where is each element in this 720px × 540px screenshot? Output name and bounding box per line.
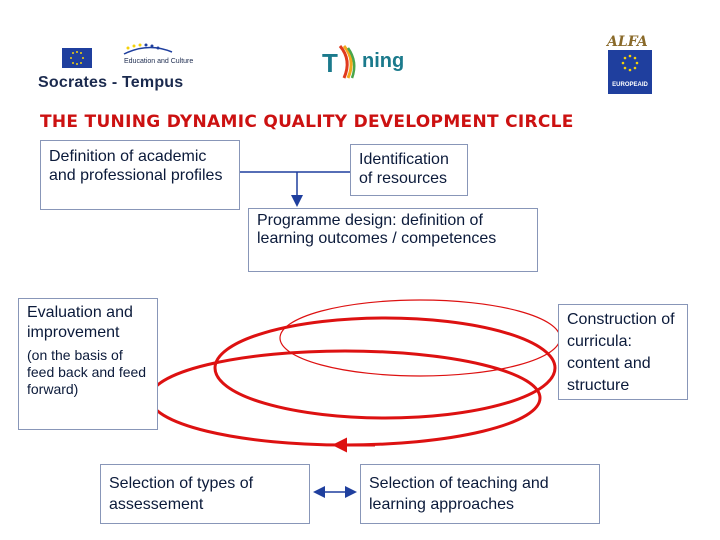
construction-curricula-text: Construction of curricula: content and structure (567, 311, 675, 394)
selection-assessment-box (100, 464, 310, 524)
evaluation-main-text: Evaluation and improvement (27, 304, 133, 341)
socrates-tempus-label: Socrates - Tempus (38, 74, 184, 91)
programme-design-text: Programme design: definition of learning outcomes / competences (257, 212, 497, 247)
evaluation-sub-text: (on the basis of feed back and feed forward) (27, 347, 147, 397)
programme-design-box (248, 208, 538, 272)
education-culture-label: Education and Culture (124, 58, 194, 65)
spiral-ring-outer (150, 351, 540, 445)
selection-teaching-text: Selection of teaching and learning approaches (369, 475, 549, 513)
identification-resources-text: Identification of resources (359, 151, 449, 187)
identification-resources-box (350, 144, 468, 196)
selection-assessment-text: Selection of types of assessement (109, 475, 254, 513)
alfa-logo: ALFA (607, 34, 648, 50)
tuning-logo-text: ning (362, 50, 405, 72)
selection-teaching-box (360, 464, 600, 524)
evaluation-improvement-box (18, 298, 158, 430)
construction-curricula-box (558, 304, 688, 400)
svg-text:T: T (322, 48, 338, 78)
definition-profiles-box (40, 140, 240, 210)
europeaid-label: EUROPEAID (612, 82, 648, 88)
definition-profiles-text: Definition of academic and professional profiles (49, 148, 223, 184)
diagram-title: THE TUNING DYNAMIC QUALITY DEVELOPMENT CIRCLE (40, 112, 574, 132)
